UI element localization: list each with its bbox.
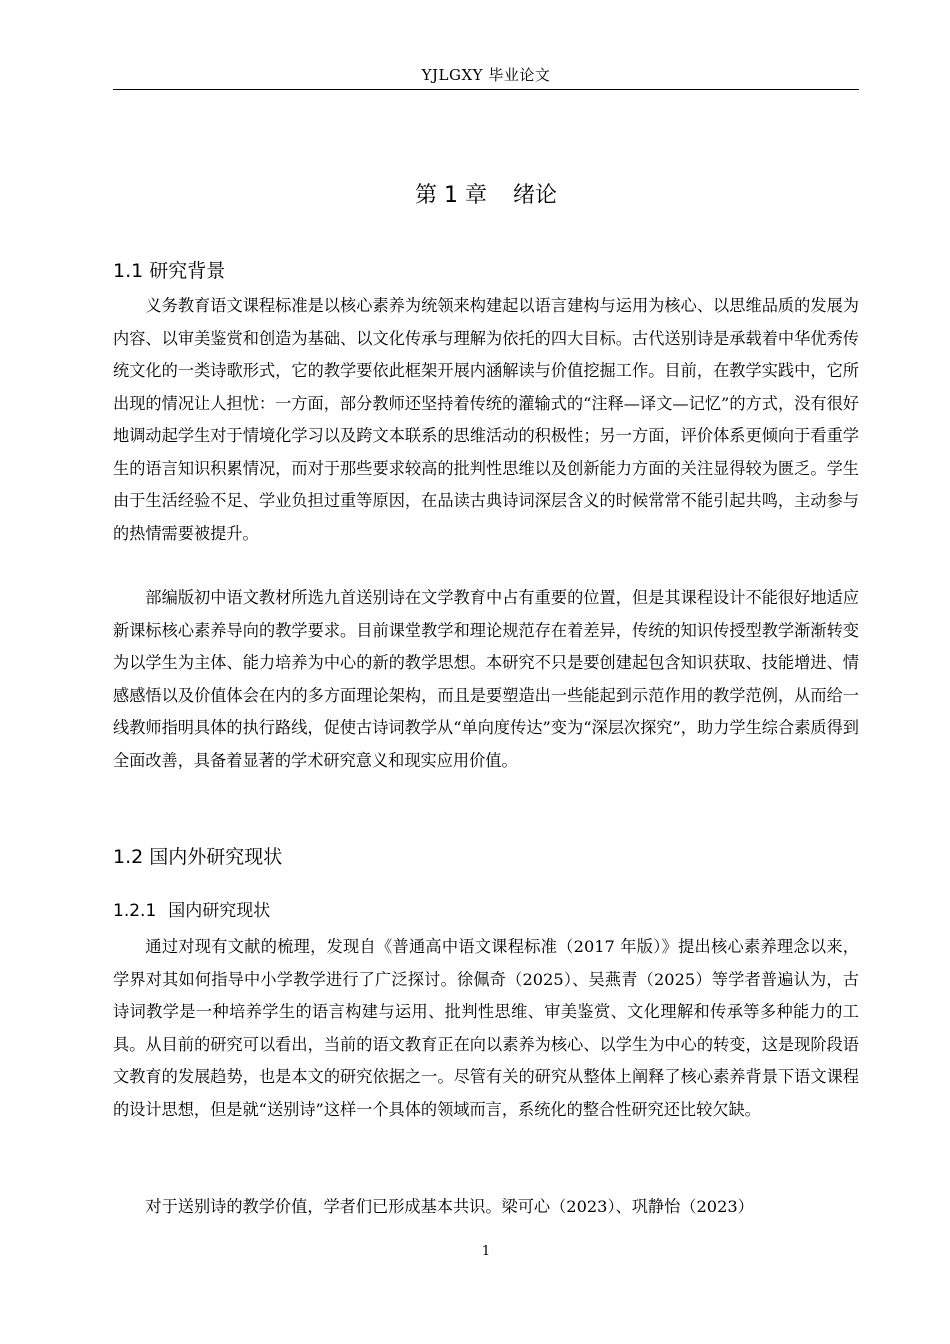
section-heading-1-1: 1.1 研究背景 <box>113 260 226 282</box>
chapter-number: 第 1 章 <box>415 183 487 208</box>
paragraph: 通过对现有文献的梳理，发现自《普通高中语文课程标准（2017 年版）》提出核心素养理念以来，学界对其如何指导中小学教学进行了广泛探讨。徐佩奇（2025）、吴燕青（2025）等学者普遍认为，古诗词教学是一种培养学生的语言构建与运用、批判性思维、审美鉴赏、文化理解和传承等多种能力的工具。从目前的研究可以看出，当前的语文教育正在向以素养为核心、以学生为中心的转变，这是现阶段语文教育的发展趋势，也是本文的研究依据之一。尽管有关的研究从整体上阐释了核心素养背景下语文课程的设计思想，但是就“送别诗”这样一个具体的领域而言，系统化的整合性研究还比较欠缺。 <box>113 937 859 1119</box>
paragraph: 部编版初中语文教材所选九首送别诗在文学教育中占有重要的位置，但是其课程设计不能很好地适应新课标核心素养导向的教学要求。目前课堂教学和理论规范存在着差异，传统的知识传授型教学渐渐转变为以学生为主体、能力培养为中心的新的教学思想。本研究不只是要创建起包含知识获取、技能增进、情感感悟以及价值体会在内的多方面理论架构，而且是要塑造出一些能起到示范作用的教学范例，从而给一线教师指明具体的执行路线，促使古诗词教学从“单向度传达”变为“深层次探究”，助力学生综合素质得到全面改善，具备着显著的学术研究意义和现实应用价值。 <box>113 588 859 770</box>
paragraph: 对于送别诗的教学价值，学者们已形成基本共识。梁可心（2023）、巩静怡（2023） <box>145 1197 754 1216</box>
chapter-title <box>113 178 859 209</box>
subsection-title: 国内研究现状 <box>168 901 271 921</box>
subsection-heading-1-2-1 <box>113 896 270 921</box>
section-heading-1-2: 1.2 国内外研究现状 <box>113 846 283 868</box>
chapter-name: 绪论 <box>512 183 557 208</box>
running-header: YJLGXY 毕业论文 <box>421 66 551 84</box>
paragraph: 义务教育语文课程标准是以核心素养为统领来构建起以语言建构与运用为核心、以思维品质的发展为内容、以审美鉴赏和创造为基础、以文化传承与理解为依托的四大目标。古代送别诗是承载着中华优秀传统文化的一类诗歌形式，它的教学要依此框架开展内涵解读与价值挖掘工作。目前，在教学实践中，它所出现的情况让人担忧：一方面，部分教师还坚持着传统的灌输式的“注释—译文—记忆”的方式，没有很好地调动起学生对于情境化学习以及跨文本联系的思维活动的积极性；另一方面，评价体系更倾向于看重学生的语言知识积累情况，而对于那些要求较高的批判性思维以及创新能力方面的关注显得较为匮乏。学生由于生活经验不足、学业负担过重等原因，在品读古典诗词深层含义的时候常常不能引起共鸣，主动参与的热情需要被提升。 <box>113 296 859 543</box>
page-number: 1 <box>481 1244 491 1259</box>
subsection-number: 1.2.1 <box>113 901 157 921</box>
header-divider <box>113 89 859 90</box>
